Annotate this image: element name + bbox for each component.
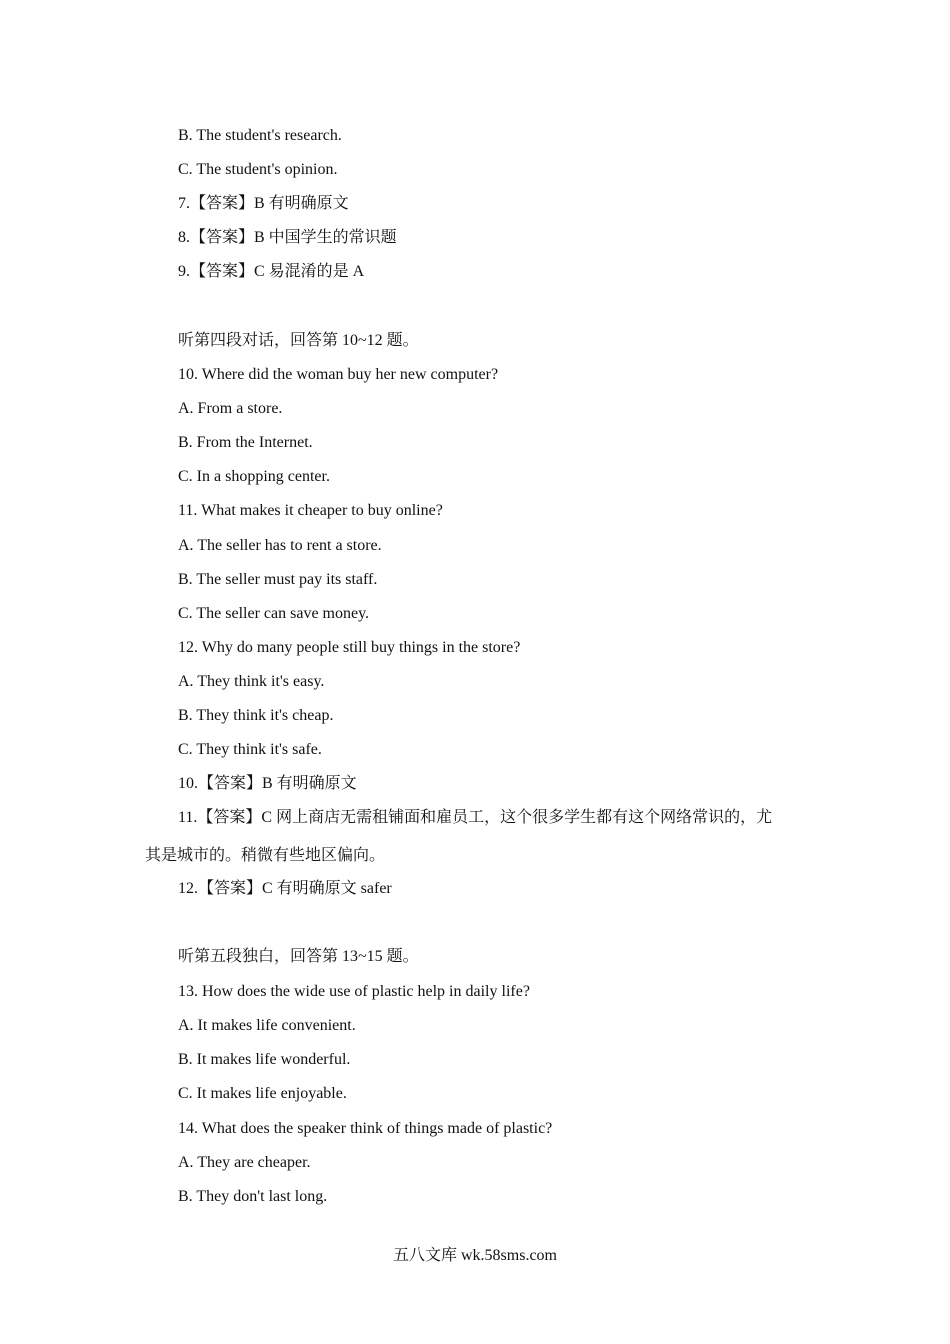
option-14b: B. They don't last long. <box>178 1188 328 1205</box>
section-heading-5: 听第五段独白，回答第 13~15 题。 <box>178 948 419 965</box>
option-12b: B. They think it's cheap. <box>178 707 334 724</box>
option-13b: B. It makes life wonderful. <box>178 1051 351 1068</box>
option-13c: C. It makes life enjoyable. <box>178 1085 347 1102</box>
answer-8: 8.【答案】B 中国学生的常识题 <box>178 229 397 246</box>
option-13a: A. It makes life convenient. <box>178 1017 356 1034</box>
option-14a: A. They are cheaper. <box>178 1154 311 1171</box>
option-12c: C. They think it's safe. <box>178 741 322 758</box>
option-11a: A. The seller has to rent a store. <box>178 537 382 554</box>
answer-11-line2: 其是城市的。稍微有些地区偏向。 <box>145 847 386 864</box>
question-11: 11. What makes it cheaper to buy online? <box>178 502 443 519</box>
question-14: 14. What does the speaker think of things made of plastic? <box>178 1120 553 1137</box>
option-6b: B. The student's research. <box>178 127 342 144</box>
question-13: 13. How does the wide use of plastic help in daily life? <box>178 983 530 1000</box>
option-10c: C. In a shopping center. <box>178 468 330 485</box>
page-footer: 五八文库 wk.58sms.com <box>392 1247 557 1264</box>
option-12a: A. They think it's easy. <box>178 673 325 690</box>
option-11c: C. The seller can save money. <box>178 605 370 622</box>
option-6c: C. The student's opinion. <box>178 161 338 178</box>
question-12: 12. Why do many people still buy things in the store? <box>178 639 521 656</box>
section-heading-4: 听第四段对话，回答第 10~12 题。 <box>178 332 419 349</box>
option-10b: B. From the Internet. <box>178 434 313 451</box>
answer-11-line1: 11.【答案】C 网上商店无需租铺面和雇员工，这个很多学生都有这个网络常识的，尤 <box>178 809 773 826</box>
answer-9: 9.【答案】C 易混淆的是 A <box>178 263 365 280</box>
answer-12: 12.【答案】C 有明确原文 safer <box>178 880 392 897</box>
answer-10: 10.【答案】B 有明确原文 <box>178 775 357 792</box>
option-10a: A. From a store. <box>178 400 283 417</box>
question-10: 10. Where did the woman buy her new computer? <box>178 366 499 383</box>
answer-7: 7.【答案】B 有明确原文 <box>178 195 349 212</box>
option-11b: B. The seller must pay its staff. <box>178 571 378 588</box>
